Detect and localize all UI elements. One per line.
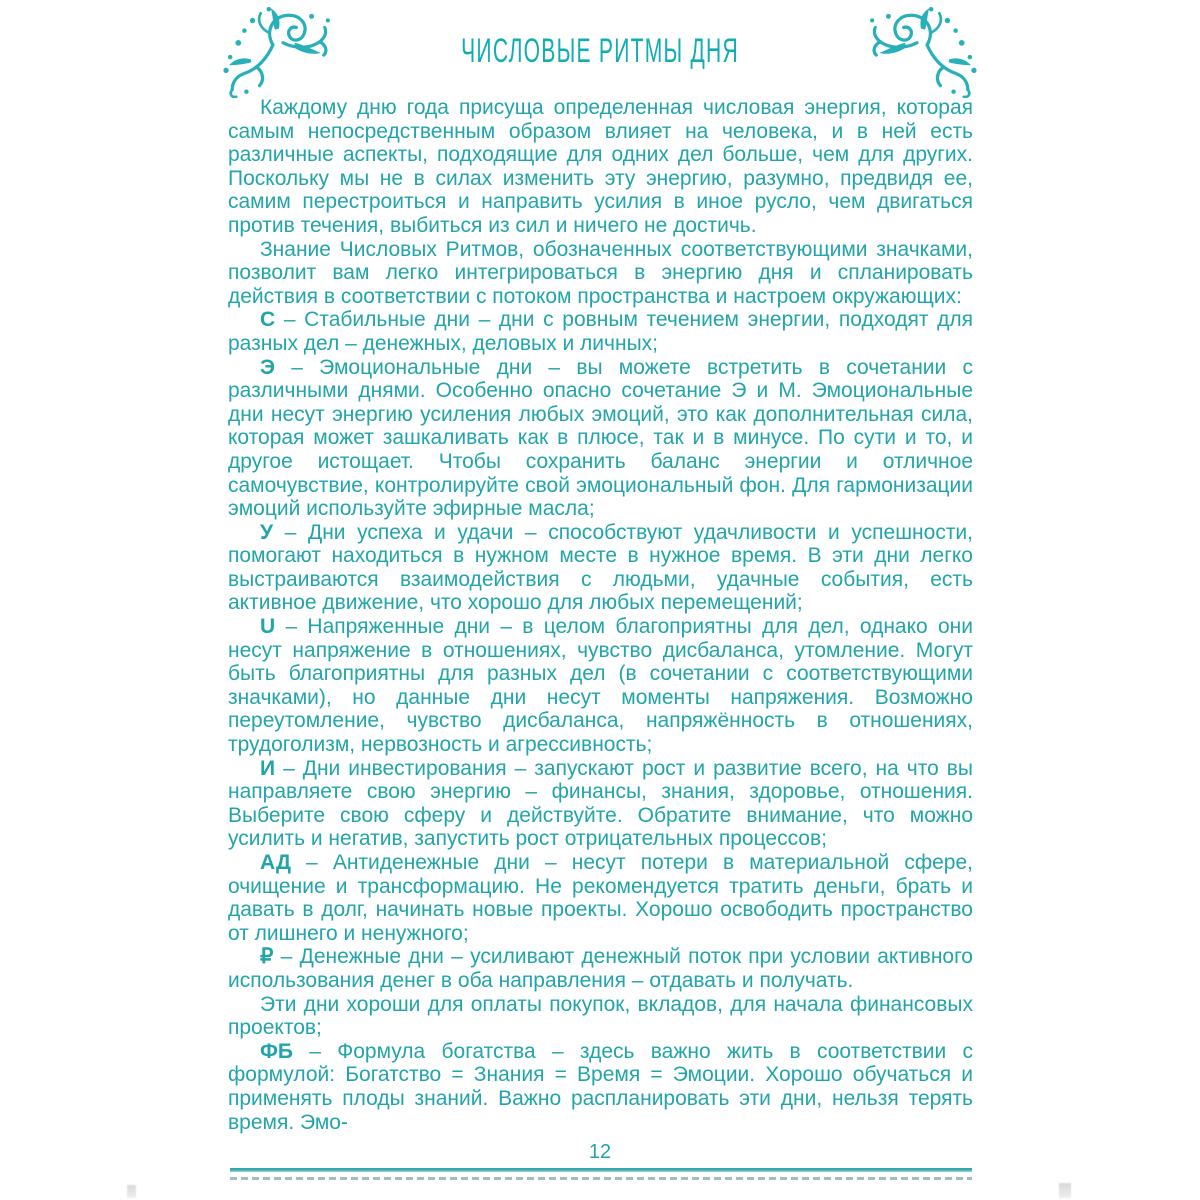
body-paragraph: ФБ – Формула богатства – здесь важно жить в соответствии с формулой: Богатство = Знания = Время = Эмоции. Хорошо обучаться и применять плоды знаний. Важно распланировать эти дни, нельзя терять время. Эмо-	[228, 1039, 973, 1134]
page-title: ЧИСЛОВЫЕ РИТМЫ ДНЯ	[461, 32, 739, 70]
body-paragraph: U – Напряженные дни – в целом благоприятны для дел, однако они несут напряжение в отношениях, чувство дисбаланса, утомление. Могут быть благоприятны для разных дел (в сочетании с соответствующими значками), но данные дни несут моменты напряжения. Возможно переутомление, чувство дисбаланса, напряжённость в отношениях, трудоголизм, нервозность и агрессивность;	[228, 615, 973, 757]
rhythm-symbol: У	[260, 520, 274, 544]
rhythm-symbol: АД	[260, 851, 291, 874]
rhythm-symbol: U	[260, 615, 276, 639]
body-paragraph: И – Дни инвестирования – запускают рост и развитие всего, на что вы направляете свою энергию – финансы, знания, здоровье, отношения. Выберите свою сферу и действуйте. Обратите внимание, что можно усилить и негатив, запустить рост отрицательных процессов;	[228, 756, 973, 851]
body-paragraph: ₽ – Денежные дни – усиливают денежный поток при условии активного использования денег в оба направления – отдавать и получать.	[228, 945, 973, 992]
page-edge-mark-left	[127, 1185, 136, 1198]
body-paragraph: Эти дни хороши для оплаты покупок, вкладов, для начала финансовых проектов;	[228, 992, 973, 1040]
body-paragraph: Знание Числовых Ритмов, обозначенных соответствующими значками, позволит вам легко интегрироваться в энергию дня и спланировать действия в соответствии с потоком пространства и настроем окружающих:	[228, 237, 973, 308]
rhythm-symbol: ₽	[260, 945, 274, 969]
body-paragraph: У – Дни успеха и удачи – способствуют удачливости и успешности, помогают находиться в нужном месте в нужное время. В эти дни легко выстраиваются взаимодействия с людьми, удачные события, есть активное движение, что хорошо для любых перемещений;	[228, 520, 973, 615]
rhythm-symbol: С	[260, 308, 276, 332]
body-text	[228, 96, 973, 1134]
body-paragraph: С – Стабильные дни – дни с ровным течением энергии, подходят для разных дел – денежных, деловых и личных;	[228, 308, 973, 355]
header	[0, 34, 1200, 75]
footer-rule-dashed	[230, 1177, 972, 1180]
body-paragraph: Э – Эмоциональные дни – вы можете встретить в сочетании с различными днями. Особенно опасно сочетание Э и М. Эмоциональные дни несут энергию усиления любых эмоций, это как дополнительная сила, которая может зашкаливать как в плюсе, так и в минусе. По сути и то, и другое истощает. Чтобы сохранить баланс энергии и отличное самочувствие, контролируйте свой эмоциональный фон. Для гармонизации эмоций используйте эфирные масла;	[228, 355, 973, 521]
body-paragraph: АД – Антиденежные дни – несут потери в материальной сфере, очищение и трансформацию. Не рекомендуется тратить деньги, брать и давать в долг, начинать новые проекты. Хорошо освободить пространство от лишнего и ненужного;	[228, 851, 973, 945]
footer-rule-solid	[230, 1168, 972, 1172]
rhythm-symbol: Э	[260, 355, 275, 379]
rhythm-symbol: ФБ	[260, 1039, 294, 1063]
page-edge-mark-right	[1059, 1183, 1071, 1198]
rhythm-symbol: И	[260, 756, 276, 780]
body-paragraph: Каждому дню года присуща определенная числовая энергия, которая самым непосредственным образом влияет на человека, и в ней есть различные аспекты, подходящие для одних дел больше, чем для других. Поскольку мы не в силах изменить эту энергию, разумно, предвидя ее, самим перестроиться и направить усилия в иное русло, чем двигаться против течения, выбиться из сил и ничего не достичь.	[228, 96, 973, 237]
page-number: 12	[588, 1141, 612, 1163]
